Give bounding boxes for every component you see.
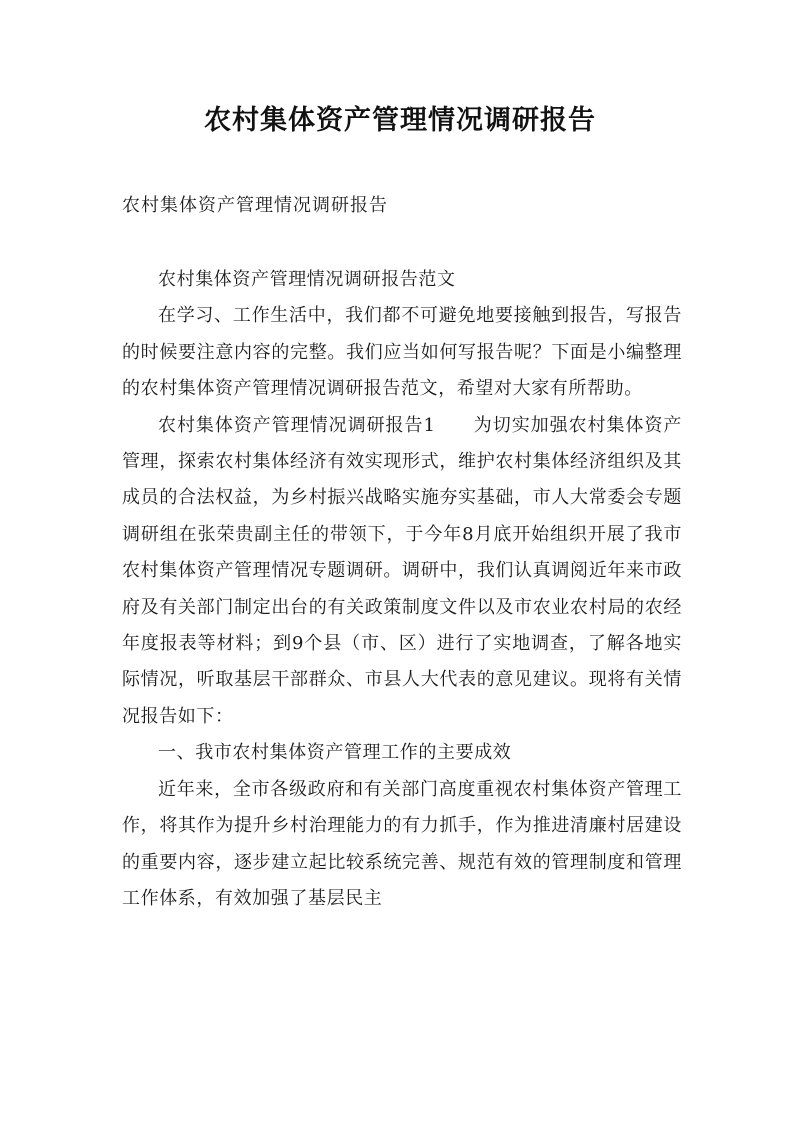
paragraph-achievements: 近年来，全市各级政府和有关部门高度重视农村集体资产管理工作，将其作为提升乡村治理能力的有力抓手，作为推进清廉村居建设的重要内容，逐步建立起比较系统完善、规范有效的管理制度和管理工作体系，有效加强了基层民主: [122, 778, 682, 909]
section-heading: 一、我市农村集体资产管理工作的主要成效: [158, 742, 512, 764]
paragraph-report-1: 农村集体资产管理情况调研报告1 为切实加强农村集体资产管理，探索农村集体经济有效实现形式，维护农村集体经济组织及其成员的合法权益，为乡村振兴战略实施夯实基础，市人大常委会专题调研组在张荣贵副主任的带领下，于今年8月底开始组织开展了我市农村集体资产管理情况专题调研。调研中，我们认真调阅近年来市政府及有关部门制定出台的有关政策制度文件以及市农业农村局的农经年度报表等材料；到9个县（市、区）进行了实地调查，了解各地实际情况，听取基层干部群众、市县人大代表的意见建议。现将有关情况报告如下：: [122, 414, 682, 727]
paragraph-intro: 在学习、工作生活中，我们都不可避免地要接触到报告，写报告的时候要注意内容的完整。我们应当如何写报告呢？下面是小编整理的农村集体资产管理情况调研报告范文，希望对大家有所帮助。: [122, 305, 682, 400]
document-title: 农村集体资产管理情况调研报告: [204, 105, 596, 136]
paragraph-heading: 农村集体资产管理情况调研报告范文: [158, 269, 456, 290]
document-body: [122, 262, 682, 917]
document-subtitle: 农村集体资产管理情况调研报告: [122, 195, 388, 216]
